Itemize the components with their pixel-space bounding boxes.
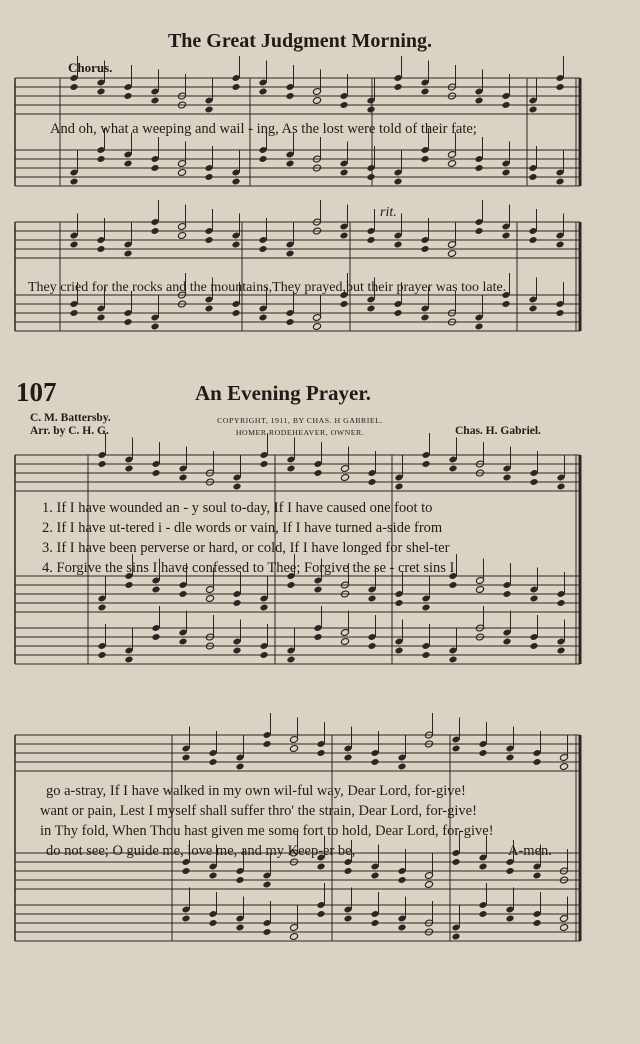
ritardando-mark: rit. xyxy=(380,205,397,220)
verse-2-line-1: 2. If I have ut-tered i - dle words or vain, If I have turned a-side from xyxy=(42,520,443,536)
author-credit: C. M. Battersby. xyxy=(30,412,111,424)
verse-1-line-2: go a-stray, If I have walked in my own wil-ful way, Dear Lord, for-give! xyxy=(46,783,466,799)
hymn-2-title: An Evening Prayer. xyxy=(195,381,371,405)
copyright-line-2: HOMER RODEHEAVER, OWNER. xyxy=(235,428,365,437)
arranger-credit: Arr. by C. H. G. xyxy=(30,425,109,437)
chorus-label: Chorus. xyxy=(68,60,113,75)
verse-1-line-1: 1. If I have wounded an - y soul to-day, If I have caused one foot to xyxy=(42,500,433,516)
composer-credit: Chas. H. Gabriel. xyxy=(455,425,541,437)
amen-lyric: A-men. xyxy=(508,843,552,859)
hymn-1-title: The Great Judgment Morning. xyxy=(167,30,433,52)
chorus-lyric-line-1: And oh, what a weeping and wail - ing, As the lost were told of their fate; xyxy=(50,121,477,137)
copyright-line-1: COPYRIGHT, 1911, BY CHAS. H GABRIEL. xyxy=(217,416,383,425)
verse-4-line-2: do not see; O guide me, love me, and my Keep-er be, xyxy=(46,843,356,859)
verse-4-line-1: 4. Forgive the sins I have confessed to Thee; Forgive the se - cret sins I xyxy=(42,560,455,576)
verse-3-line-1: 3. If I have been perverse or hard, or cold, If I have longed for shel-ter xyxy=(42,540,450,556)
verse-2-line-2: want or pain, Lest I myself shall suffer thro' the strain, Dear Lord, for-give! xyxy=(40,803,477,819)
chorus-lyric-line-2: They cried for the rocks and the mountains,They prayed,but their prayer was too late. xyxy=(28,280,507,295)
hymn-number: 107 xyxy=(16,377,57,407)
verse-3-line-2: in Thy fold, When Thou hast given me some fort to hold, Dear Lord, for-give! xyxy=(40,823,494,839)
